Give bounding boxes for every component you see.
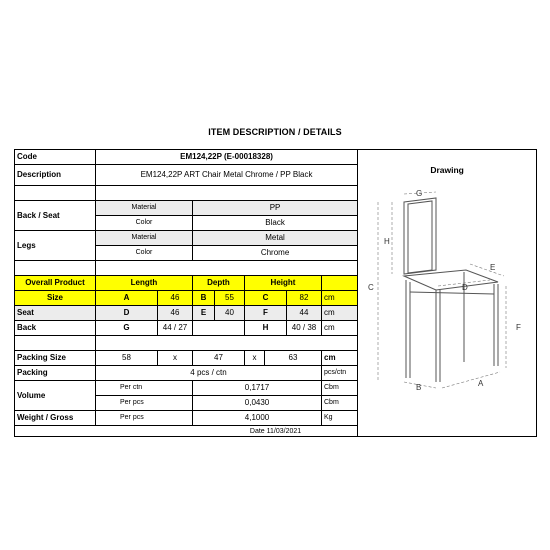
letter-b: B [416, 383, 422, 390]
chair-backrest-inner [408, 201, 432, 273]
dim-a-key: A [96, 291, 158, 306]
volume-label: Volume [15, 381, 96, 411]
drawing-title: Drawing [430, 165, 464, 175]
packing-size-length: 58 [96, 351, 158, 366]
dim-c-key: C [245, 291, 287, 306]
volume-per-ctn-value: 0,1717 [193, 381, 322, 396]
weight-unit: Kg [322, 411, 358, 426]
packing-unit: pcs/ctn [322, 366, 358, 381]
dim-d-value: 46 [158, 306, 193, 321]
letter-a: A [478, 379, 484, 388]
chair-drawing [366, 190, 528, 390]
back-seat-label: Back / Seat [15, 201, 96, 231]
chair-rail [410, 292, 494, 294]
letter-e: E [490, 263, 496, 272]
volume-per-pcs-label: Per pcs [96, 396, 193, 411]
depth-header: Depth [193, 276, 245, 291]
letter-d: D [462, 283, 468, 292]
chair-frame [404, 198, 498, 382]
packing-size-label: Packing Size [15, 351, 96, 366]
length-header: Length [96, 276, 193, 291]
back-unit: cm [322, 321, 358, 336]
chair-backrest [404, 198, 436, 274]
page-title: ITEM DESCRIPTION / DETAILS [208, 127, 342, 137]
drawing-cell [358, 150, 537, 437]
dim-b-value: 55 [215, 291, 245, 306]
weight-value: 4,1000 [193, 411, 322, 426]
seat-unit: cm [322, 306, 358, 321]
code-row [15, 150, 537, 165]
weight-per-pcs-label: Per pcs [96, 411, 193, 426]
dim-a-value: 46 [158, 291, 193, 306]
back-seat-color-label: Color [96, 216, 193, 231]
volume-per-pcs-value: 0,0430 [193, 396, 322, 411]
letter-h: H [384, 237, 390, 246]
legs-label: Legs [15, 231, 96, 261]
overall-unit: cm [322, 291, 358, 306]
packing-size-x2: x [245, 351, 265, 366]
back-seat-material-value: PP [193, 201, 358, 216]
dim-h-key: H [245, 321, 287, 336]
volume-per-ctn-unit: Cbm [322, 381, 358, 396]
packing-label: Packing [15, 366, 96, 381]
code-value: EM124,22P (E-00018328) [96, 150, 358, 165]
dim-e [470, 264, 504, 276]
dim-b-key: B [193, 291, 215, 306]
dim-g-value: 44 / 27 [158, 321, 193, 336]
height-header: Height [245, 276, 322, 291]
size-label: Size [15, 291, 96, 306]
dim-c-value: 82 [287, 291, 322, 306]
legs-color-value: Chrome [193, 246, 358, 261]
dim-e-key: E [193, 306, 215, 321]
packing-value: 4 pcs / ctn [96, 366, 322, 381]
packing-size-unit: cm [322, 351, 358, 366]
letter-c: C [368, 283, 374, 292]
letter-g: G [416, 190, 423, 198]
code-label: Code [15, 150, 96, 165]
back-seat-color-value: Black [193, 216, 358, 231]
packing-size-x1: x [158, 351, 193, 366]
dim-e-value: 40 [215, 306, 245, 321]
volume-per-pcs-unit: Cbm [322, 396, 358, 411]
legs-color-label: Color [96, 246, 193, 261]
dim-d-key: D [96, 306, 158, 321]
date-text: Date 11/03/2021 [15, 426, 537, 437]
dim-f-key: F [245, 306, 287, 321]
chair-seat [404, 270, 498, 290]
packing-size-width: 47 [193, 351, 245, 366]
dim-h-value: 40 / 38 [287, 321, 322, 336]
dim-f-value: 44 [287, 306, 322, 321]
spec-table [14, 149, 537, 437]
legs-material-value: Metal [193, 231, 358, 246]
packing-size-height: 63 [265, 351, 322, 366]
legs-material-label: Material [96, 231, 193, 246]
dimension-lines [378, 192, 506, 388]
back-seat-material-label: Material [96, 201, 193, 216]
dim-a [442, 372, 500, 388]
back-label: Back [15, 321, 96, 336]
dim-g-key: G [96, 321, 158, 336]
seat-label: Seat [15, 306, 96, 321]
description-value: EM124,22P ART Chair Metal Chrome / PP Black [96, 165, 358, 186]
letter-f: F [516, 323, 521, 332]
volume-per-ctn-label: Per ctn [96, 381, 193, 396]
weight-label: Weight / Gross [15, 411, 96, 426]
description-label: Description [15, 165, 96, 186]
overall-label: Overall Product [15, 276, 96, 291]
